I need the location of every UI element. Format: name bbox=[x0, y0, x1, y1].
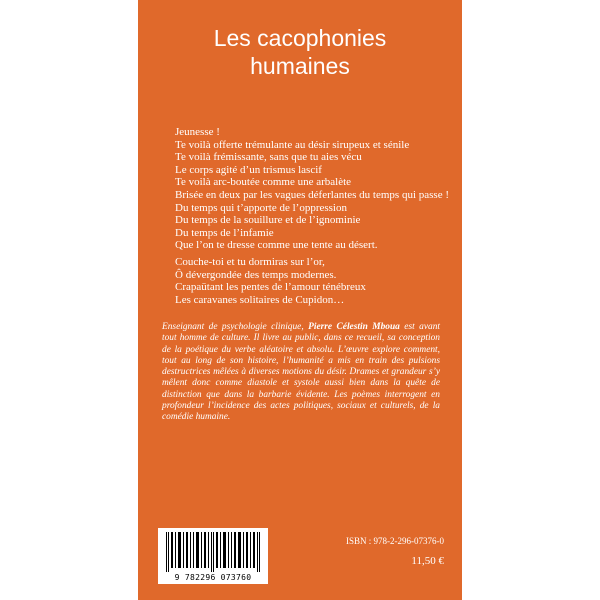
poem-line: Le corps agité d’un trismus lascif bbox=[175, 163, 322, 176]
price: 11,50 € bbox=[411, 555, 444, 567]
poem-line: Jeunesse ! bbox=[175, 126, 220, 138]
blurb-intro: Enseignant de psychologie clinique, bbox=[162, 322, 309, 332]
author-name: Pierre Célestin Mboua bbox=[308, 322, 400, 332]
poem-line: Du temps de la souillure et de l’ignominie bbox=[175, 214, 361, 227]
poem-line: Brisée en deux par les vagues déferlantes du temps qui passe ! bbox=[175, 188, 449, 201]
barcode-digits: 9 782296 073760 bbox=[174, 573, 252, 582]
poem-line: Crapaütant les pentes de l’amour ténébreux bbox=[175, 281, 366, 294]
isbn: ISBN : 978-2-296-07376-0 bbox=[346, 536, 444, 546]
poem-line: Que l’on te dresse comme une tente au désert. bbox=[175, 239, 378, 252]
barcode bbox=[158, 528, 268, 584]
title-line-1: Les cacophonies bbox=[213, 25, 387, 51]
poem-line: Couche-toi et tu dormiras sur l’or, bbox=[175, 256, 325, 268]
title-line-2: humaines bbox=[250, 53, 350, 79]
poem-line: Les caravanes solitaires de Cupidon… bbox=[175, 293, 345, 306]
barcode-bars bbox=[166, 532, 260, 572]
poem-stanza-2 bbox=[175, 256, 366, 306]
back-cover bbox=[138, 0, 462, 600]
poem-line: Du temps de l’infamie bbox=[175, 226, 274, 239]
book-title bbox=[138, 24, 462, 80]
poem-line: Ô dévergondée des temps modernes. bbox=[175, 268, 337, 281]
poem-stanza-1 bbox=[175, 126, 449, 252]
poem-line: Te voilà arc-boutée comme une arbalète bbox=[175, 176, 352, 189]
author-blurb bbox=[162, 322, 440, 424]
poem-line: Te voilà frémissante, sans que tu aies vécu bbox=[175, 151, 362, 164]
poem-line: Du temps qui t’apporte de l’oppression bbox=[175, 201, 347, 214]
blurb-body: est avant tout homme de culture. Il livre au public, dans ce recueil, sa conception de la poétique du verbe aléatoire et absolu. L’œuvre explore comment, tout au long de son histoire, l’humanité a mis en train des pulsions destructrices mêlées à diverses motions du désir. Drames et grandeur s’y mêlent donc comme diastole et systole aussi bien dans la quête de distinction que dans la barbarie évidente. Les poèmes interrogent en profondeur l’incidence des actes politiques, sociaux et culturels, de la comédie humaine. bbox=[162, 322, 440, 423]
poem-line: Te voilà offerte trémulante au désir sirupeux et sénile bbox=[175, 138, 410, 151]
